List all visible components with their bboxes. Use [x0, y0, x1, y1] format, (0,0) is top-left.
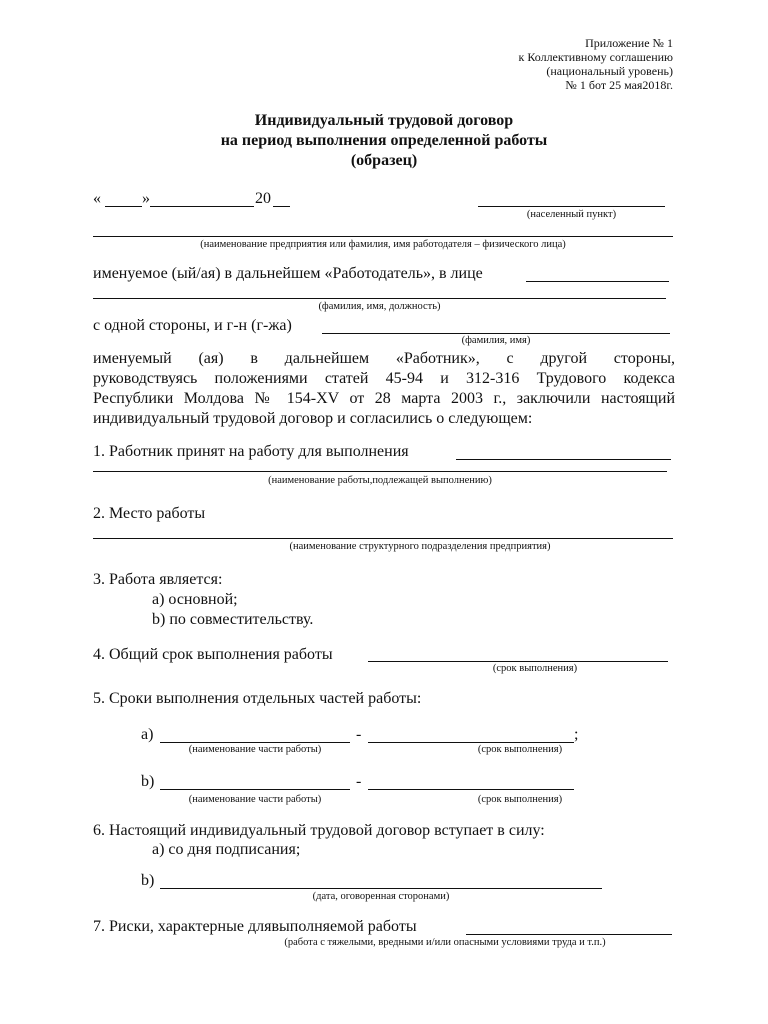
employer-representative-field[interactable] — [526, 281, 669, 282]
clause-3-option-b: b) по совместительству. — [152, 611, 314, 628]
clause-4-field[interactable] — [368, 661, 668, 662]
locality-field[interactable] — [478, 206, 665, 207]
document-title: Индивидуальный трудовой договор — [254, 112, 514, 129]
preamble-paragraph — [93, 349, 675, 429]
clause-6-date-field[interactable] — [160, 888, 602, 889]
locality-caption: (населенный пункт) — [526, 209, 617, 220]
clause-5-a-term-caption: (срок выполнения) — [477, 744, 563, 755]
clause-5-a-label: а) — [141, 726, 154, 743]
attachment-line-1: Приложение № 1 — [585, 36, 673, 50]
worker-caption: (фамилия, имя) — [461, 335, 531, 346]
date-year-field[interactable] — [273, 206, 290, 207]
clause-1-caption: (наименование работы,подлежащей выполнению) — [268, 475, 492, 486]
clause-6-b-label: b) — [141, 872, 155, 889]
attachment-line-3: (национальный уровень) — [546, 64, 673, 78]
date-month-field[interactable] — [150, 206, 254, 207]
clause-5-a-semicolon: ; — [574, 726, 579, 743]
employer-caption: (наименование предприятия или фамилия, имя работодателя – физического лица) — [200, 239, 566, 250]
date-open-quote: « — [93, 190, 101, 207]
clause-5-a-dash: - — [356, 726, 362, 743]
document-subtitle: на период выполнения определенной работы — [220, 132, 548, 149]
clause-5-b-part-field[interactable] — [160, 789, 350, 790]
clause-5-b-term-field[interactable] — [368, 789, 574, 790]
clause-1-field-2[interactable] — [93, 471, 667, 472]
clause-3-option-a: а) основной; — [152, 591, 238, 608]
clause-5-b-part-caption: (наименование части работы) — [188, 794, 322, 805]
clause-1-text: 1. Работник принят на работу для выполнения — [93, 443, 409, 460]
clause-5-text: 5. Сроки выполнения отдельных частей работы: — [93, 690, 422, 707]
clause-5-a-part-caption: (наименование части работы) — [188, 744, 322, 755]
attachment-line-2: к Коллективному соглашению — [518, 50, 673, 64]
clause-2-text: 2. Место работы — [93, 505, 206, 522]
clause-2-field[interactable] — [93, 538, 673, 539]
preamble-line-1: именуемый (ая) в дальнейшем «Работник», с другой стороны, — [93, 350, 675, 367]
date-close-quote: » — [142, 190, 150, 207]
preamble-line-4: индивидуальный трудовой договор и согласились о следующем: — [93, 410, 533, 427]
date-day-field[interactable] — [105, 206, 142, 207]
other-side-text: с одной стороны, и г-н (г-жа) — [93, 317, 292, 334]
employer-representative-field-2[interactable] — [93, 298, 666, 299]
employer-name-field[interactable] — [93, 236, 673, 237]
clause-5-a-term-field[interactable] — [368, 742, 574, 743]
preamble-line-2: руководствуясь положениями статей 45-94 и 312-316 Трудового кодекса — [93, 370, 675, 387]
clause-5-b-label: b) — [141, 773, 155, 790]
clause-5-b-dash: - — [356, 773, 362, 790]
representative-caption: (фамилия, имя, должность) — [318, 301, 441, 312]
worker-name-field[interactable] — [322, 333, 670, 334]
clause-7-field[interactable] — [466, 934, 672, 935]
clause-2-caption: (наименование структурного подразделения предприятия) — [289, 541, 551, 552]
document-sample-mark: (образец) — [350, 152, 418, 169]
date-year-prefix: 20 — [255, 190, 271, 207]
clause-3-text: 3. Работа является: — [93, 571, 223, 588]
clause-5-a-part-field[interactable] — [160, 742, 350, 743]
clause-4-caption: (срок выполнения) — [492, 663, 578, 674]
preamble-line-3: Республики Молдова № 154-XV от 28 марта 2003 г., заключили настоящий — [93, 390, 675, 407]
clause-6-option-a: а) со дня подписания; — [152, 841, 301, 858]
clause-4-text: 4. Общий срок выполнения работы — [93, 646, 333, 663]
clause-6-text: 6. Настоящий индивидуальный трудовой договор вступает в силу: — [93, 822, 545, 839]
clause-7-text: 7. Риски, характерные длявыполняемой работы — [93, 918, 417, 935]
clause-1-field[interactable] — [456, 459, 671, 460]
clause-5-b-term-caption: (срок выполнения) — [477, 794, 563, 805]
clause-6-caption: (дата, оговоренная сторонами) — [312, 891, 450, 902]
attachment-line-4: № 1 бот 25 мая2018г. — [565, 78, 673, 92]
clause-7-caption: (работа с тяжелыми, вредными и/или опасными условиями труда и т.п.) — [284, 937, 606, 948]
employer-named-as: именуемое (ый/ая) в дальнейшем «Работодатель», в лице — [93, 265, 483, 282]
